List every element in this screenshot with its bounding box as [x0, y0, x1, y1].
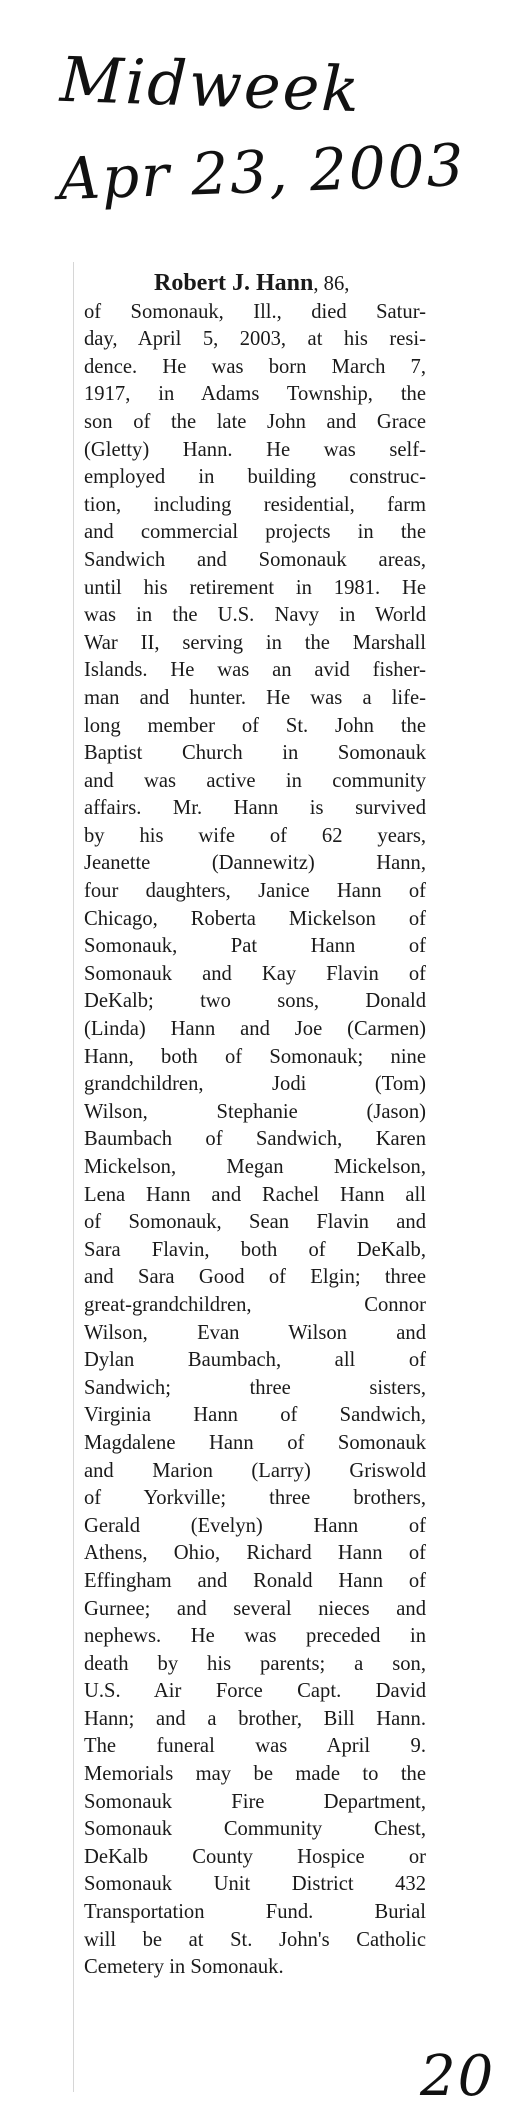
obituary-line: Wilson, Evan Wilson and — [84, 1321, 426, 1344]
obituary-line: Magdalene Hann of Somonauk — [84, 1431, 426, 1454]
age-text: , 86, — [313, 273, 350, 295]
obituary-line: four daughters, Janice Hann of — [84, 880, 426, 903]
obituary-line: Baumbach of Sandwich, Karen — [84, 1128, 426, 1151]
obituary-line: Sara Flavin, both of DeKalb, — [84, 1238, 426, 1261]
obituary-line: The funeral was April 9. — [84, 1735, 426, 1758]
obituary-line: Somonauk Community Chest, — [84, 1818, 426, 1841]
obituary-line: Athens, Ohio, Richard Hann of — [84, 1542, 426, 1565]
obituary-line: affairs. Mr. Hann is survived — [84, 797, 426, 820]
handwritten-publication-name: Midweek — [58, 42, 363, 127]
obituary-line: Islands. He was an avid fisher- — [84, 659, 426, 682]
obituary-line: will be at St. John's Catholic — [84, 1928, 426, 1951]
handwritten-date: Apr 23, 2003 — [56, 130, 467, 214]
obituary-line: Virginia Hann of Sandwich, — [84, 1404, 426, 1427]
obituary-line: DeKalb County Hospice or — [84, 1845, 426, 1868]
obituary-line: was in the U.S. Navy in World — [84, 604, 426, 627]
obituary-line: day, April 5, 2003, at his resi- — [84, 328, 426, 351]
obituary-line: and was active in community — [84, 769, 426, 792]
obituary-line: Somonauk Fire Department, — [84, 1790, 426, 1813]
obituary-article — [84, 270, 426, 1982]
obituary-line: long member of St. John the — [84, 714, 426, 737]
obituary-line: War II, serving in the Marshall — [84, 631, 426, 654]
obituary-line: Dylan Baumbach, all of — [84, 1349, 426, 1372]
obituary-line: Chicago, Roberta Mickelson of — [84, 907, 426, 930]
obituary-body — [84, 299, 426, 1982]
obituary-line: Mickelson, Megan Mickelson, — [84, 1156, 426, 1178]
obituary-line: Cemetery in Somonauk. — [84, 1956, 284, 1979]
deceased-name: Robert J. Hann — [154, 270, 314, 296]
obituary-line: Hann; and a brother, Bill Hann. — [84, 1707, 426, 1730]
obituary-line: Somonauk and Kay Flavin of — [84, 962, 426, 985]
obituary-line: DeKalb; two sons, Donald — [84, 990, 426, 1013]
obituary-line: Lena Hann and Rachel Hann all — [84, 1183, 426, 1206]
obituary-line: great-grandchildren, Connor — [84, 1293, 426, 1316]
obituary-line: until his retirement in 1981. He — [84, 576, 426, 599]
obituary-line: tion, including residential, farm — [84, 493, 426, 516]
obituary-line: and commercial projects in the — [84, 521, 426, 544]
obituary-line: of Somonauk, Sean Flavin and — [84, 1211, 426, 1234]
obituary-line: son of the late John and Grace — [84, 410, 426, 433]
obituary-line: nephews. He was preceded in — [84, 1625, 426, 1648]
obituary-first-line — [84, 270, 426, 299]
obituary-line: Effingham and Ronald Hann of — [84, 1569, 426, 1592]
obituary-line: Somonauk, Pat Hann of — [84, 935, 426, 958]
obituary-line: death by his parents; a son, — [84, 1652, 426, 1675]
obituary-line: by his wife of 62 years, — [84, 824, 426, 847]
obituary-line: Jeanette (Dannewitz) Hann, — [84, 852, 426, 875]
handwritten-corner-note: 20 — [420, 2044, 496, 2109]
obituary-line: (Gletty) Hann. He was self- — [84, 438, 426, 461]
obituary-line: 1917, in Adams Township, the — [84, 383, 426, 406]
obituary-line: of Yorkville; three brothers, — [84, 1487, 426, 1510]
obituary-line: grandchildren, Jodi (Tom) — [84, 1073, 426, 1096]
obituary-line: (Linda) Hann and Joe (Carmen) — [84, 1018, 426, 1041]
obituary-line: Gurnee; and several nieces and — [84, 1597, 426, 1620]
obituary-line: Wilson, Stephanie (Jason) — [84, 1100, 426, 1123]
obituary-line: Sandwich; three sisters, — [84, 1376, 426, 1399]
obituary-line: man and hunter. He was a life- — [84, 686, 426, 709]
obituary-line: Baptist Church in Somonauk — [84, 742, 426, 765]
obituary-line: Transportation Fund. Burial — [84, 1901, 426, 1924]
obituary-line: Hann, both of Somonauk; nine — [84, 1045, 426, 1068]
obituary-line: and Marion (Larry) Griswold — [84, 1459, 426, 1482]
obituary-line: dence. He was born March 7, — [84, 355, 426, 378]
obituary-line: Memorials may be made to the — [84, 1763, 426, 1786]
obituary-line: of Somonauk, Ill., died Satur- — [84, 300, 426, 323]
obituary-line: U.S. Air Force Capt. David — [84, 1680, 426, 1703]
obituary-line: and Sara Good of Elgin; three — [84, 1266, 426, 1289]
obituary-line: Somonauk Unit District 432 — [84, 1873, 426, 1896]
newspaper-clipping — [73, 262, 428, 2092]
obituary-line: employed in building construc- — [84, 466, 426, 489]
obituary-line: Sandwich and Somonauk areas, — [84, 548, 426, 571]
obituary-line: Gerald (Evelyn) Hann of — [84, 1514, 426, 1537]
